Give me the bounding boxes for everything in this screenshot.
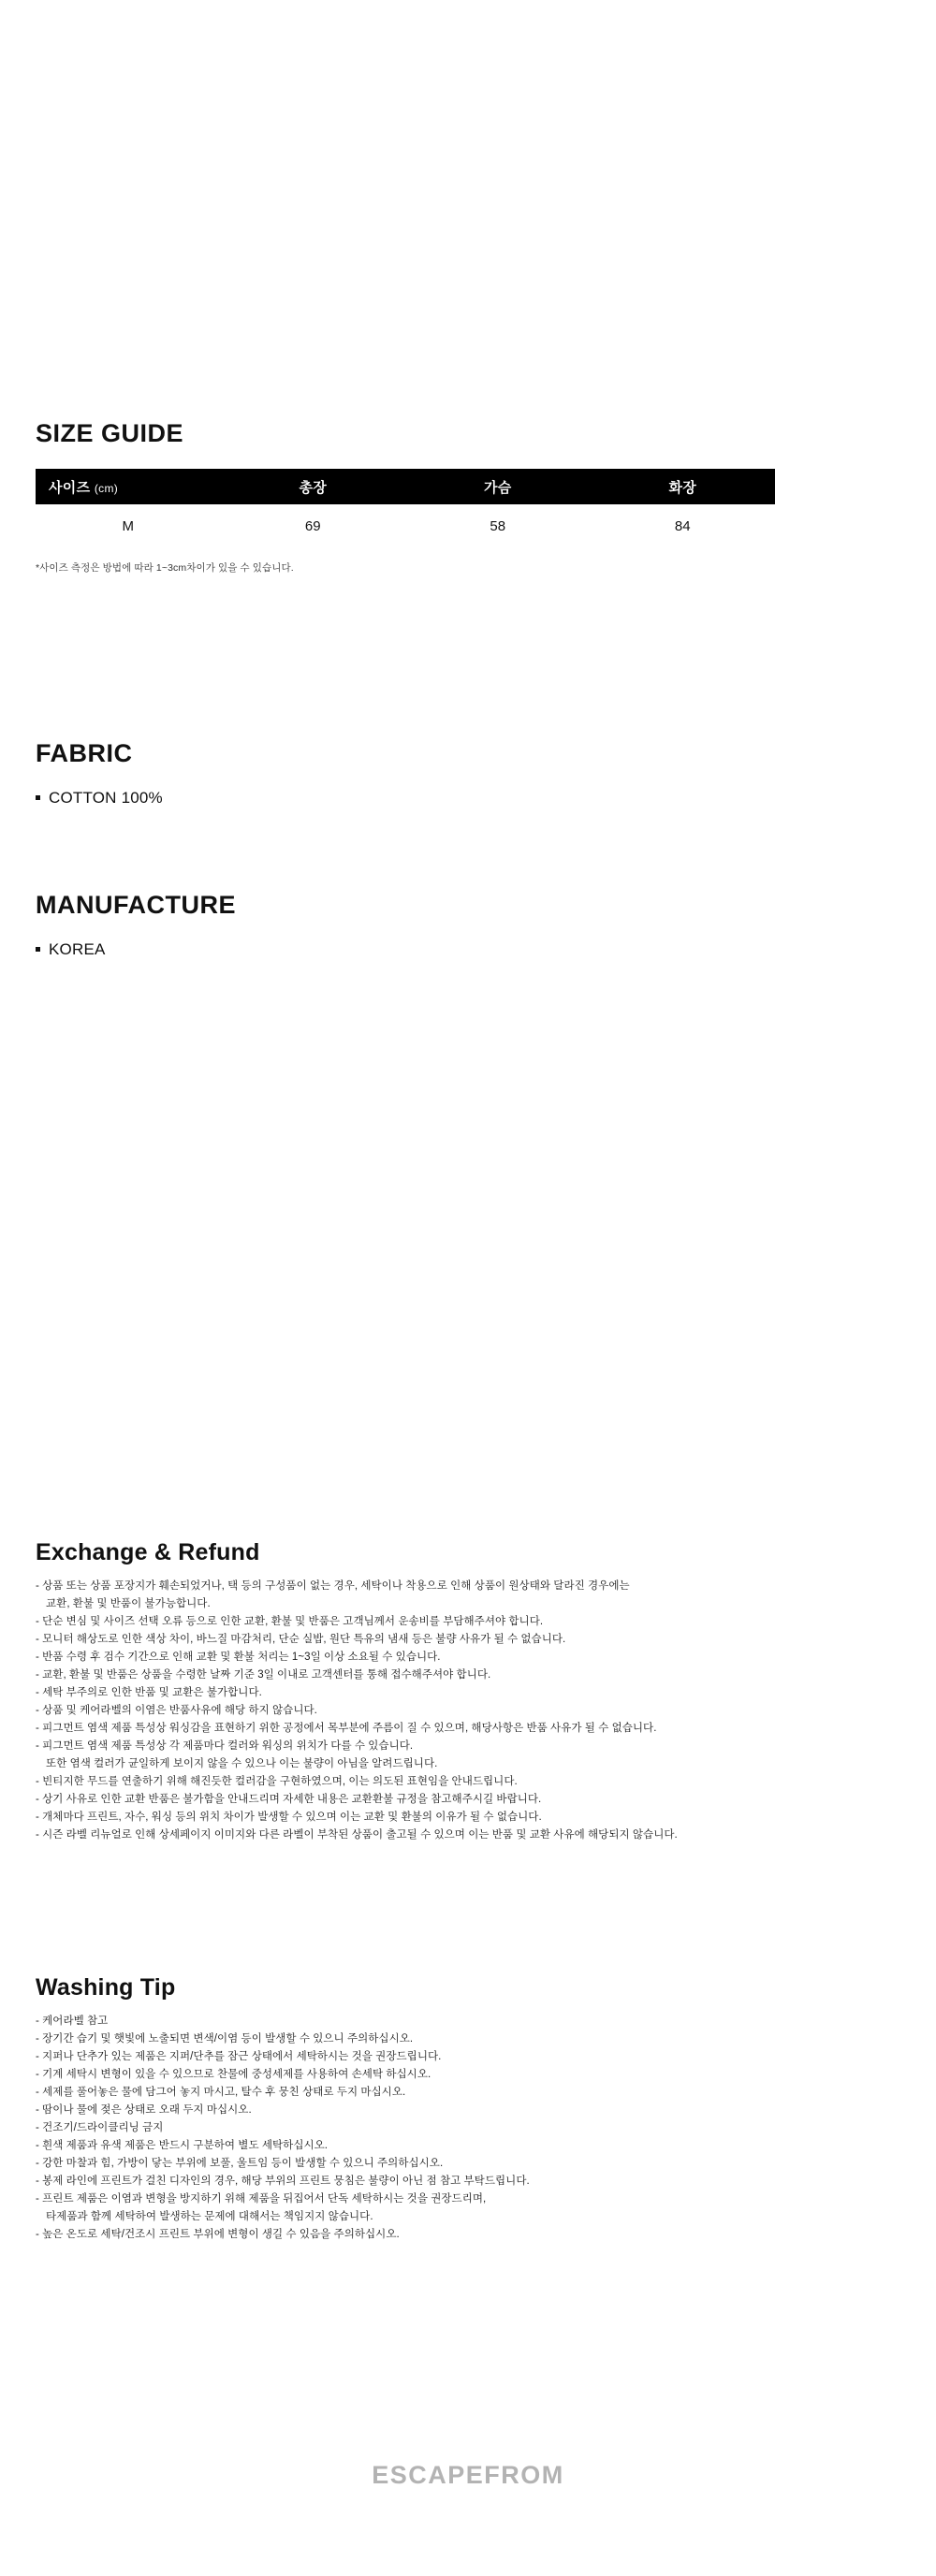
exchange-refund-section xyxy=(36,1539,906,1844)
column-header-chest: 가슴 xyxy=(405,469,591,504)
policy-line: - 빈티지한 무드를 연출하기 위해 해진듯한 컬러감을 구현하였으며, 이는 의도된 표현임을 안내드립니다. xyxy=(36,1776,518,1787)
brand-logo: ESCAPEFROM xyxy=(372,2461,564,2489)
bullet-square-icon xyxy=(36,795,40,800)
washing-line: 타제품과 함께 세탁하여 발생하는 문제에 대해서는 책임지지 않습니다. xyxy=(46,2211,373,2222)
size-guide-table xyxy=(36,469,775,547)
policy-line: - 반품 수령 후 검수 기간으로 인해 교환 및 환불 처리는 1~3일 이상 소요될 수 있습니다. xyxy=(36,1652,441,1663)
column-header-sleeve: 화장 xyxy=(591,469,776,504)
cell-sleeve: 84 xyxy=(674,517,691,534)
table-header-row xyxy=(36,469,775,504)
column-header-size-label: 사이즈 xyxy=(49,479,91,496)
washing-tip-title: Washing Tip xyxy=(36,1974,176,2001)
washing-line: - 강한 마찰과 힘, 가방이 닿는 부위에 보풀, 울트임 등이 발생할 수 있으니 주의하십시오. xyxy=(36,2158,444,2169)
policy-line: 또한 염색 컬러가 균일하게 보이지 않을 수 있으나 이는 불량이 아님을 알려드립니다. xyxy=(46,1758,438,1769)
policy-line: - 교환, 환불 및 반품은 상품을 수령한 날짜 기준 3일 이내로 고객센터를 통해 접수해주셔야 합니다. xyxy=(36,1669,491,1681)
policy-line: - 상기 사유로 인한 교환 반품은 불가함을 안내드리며 자세한 내용은 교환환불 규정을 참고해주시길 바랍니다. xyxy=(36,1794,542,1805)
washing-line: - 높은 온도로 세탁/건조시 프린트 부위에 변형이 생길 수 있음을 주의하십시오. xyxy=(36,2229,400,2240)
table-row xyxy=(36,504,775,547)
bullet-square-icon xyxy=(36,947,40,952)
fabric-item xyxy=(36,789,691,808)
policy-line: - 피그먼트 염색 제품 특성상 각 제품마다 컬러와 워싱의 위치가 다를 수 있습니다. xyxy=(36,1740,414,1752)
size-guide-table-head xyxy=(36,469,775,504)
cell-chest: 58 xyxy=(490,517,506,534)
washing-line: - 장기간 습기 및 햇빛에 노출되면 변색/이염 등이 발생할 수 있으니 주의하십시오. xyxy=(36,2033,414,2045)
washing-line: - 흰색 제품과 유색 제품은 반드시 구분하여 별도 세탁하십시오. xyxy=(36,2140,329,2151)
cell-size: M xyxy=(122,517,134,534)
size-guide-section xyxy=(36,419,775,575)
size-guide-title: SIZE GUIDE xyxy=(36,419,184,447)
policy-line: - 개체마다 프린트, 자수, 워싱 등의 위치 차이가 발생할 수 있으며 이는 교환 및 환불의 이유가 될 수 없습니다. xyxy=(36,1812,542,1823)
washing-line: - 지퍼나 단추가 있는 제품은 지퍼/단추를 잠근 상태에서 세탁하시는 것을 권장드립니다. xyxy=(36,2051,442,2062)
washing-line: - 케어라벨 참고 xyxy=(36,2016,109,2027)
size-unit-label: (cm) xyxy=(94,481,119,495)
washing-line: - 건조기/드라이클리닝 금지 xyxy=(36,2122,164,2133)
manufacture-item-label: KOREA xyxy=(49,940,106,958)
washing-tip-section xyxy=(36,1974,906,2244)
policy-line: - 상품 또는 상품 포장지가 훼손되었거나, 택 등의 구성품이 없는 경우, 세탁이나 착용으로 인해 상품이 원상태와 달라진 경우에는 xyxy=(36,1580,630,1592)
washing-line: - 기계 세탁시 변형이 있을 수 있으므로 찬물에 중성세제를 사용하여 손세탁 하십시오. xyxy=(36,2069,431,2080)
policy-line: - 피그먼트 염색 제품 특성상 워싱감을 표현하기 위한 공정에서 목부분에 주름이 질 수 있으며, 해당사항은 반품 사유가 될 수 없습니다. xyxy=(36,1723,657,1734)
policy-line: 교환, 환불 및 반품이 불가능합니다. xyxy=(46,1598,211,1609)
manufacture-title: MANUFACTURE xyxy=(36,891,236,919)
cell-length: 69 xyxy=(304,517,321,534)
exchange-refund-title: Exchange & Refund xyxy=(36,1539,260,1565)
washing-line: - 땀이나 물에 젖은 상태로 오래 두지 마십시오. xyxy=(36,2104,252,2116)
policy-line: - 상품 및 케어라벨의 이염은 반품사유에 해당 하지 않습니다. xyxy=(36,1705,317,1716)
fabric-section xyxy=(36,739,691,808)
policy-line: - 세탁 부주의로 인한 반품 및 교환은 불가합니다. xyxy=(36,1687,262,1698)
washing-line: - 프린트 제품은 이염과 변형을 방지하기 위해 제품을 뒤집어서 단독 세탁하시는 것을 권장드리며, xyxy=(36,2193,487,2205)
policy-line: - 시즌 라벨 리뉴얼로 인해 상세페이지 이미지와 다른 라벨이 부착된 상품이 출고될 수 있으며 이는 반품 및 교환 사유에 해당되지 않습니다. xyxy=(36,1829,678,1841)
fabric-item-label: COTTON 100% xyxy=(49,789,163,807)
policy-line: - 모니터 해상도로 인한 색상 차이, 바느질 마감처리, 단순 실밥, 원단 특유의 냄새 등은 불량 사유가 될 수 없습니다. xyxy=(36,1634,566,1645)
size-guide-table-body xyxy=(36,504,775,547)
policy-line: - 단순 변심 및 사이즈 선택 오류 등으로 인한 교환, 환불 및 반품은 고객님께서 운송비를 부담해주셔야 합니다. xyxy=(36,1616,544,1627)
column-header-size xyxy=(36,469,221,504)
manufacture-section xyxy=(36,891,691,959)
washing-line: - 세제를 풀어놓은 물에 담그어 놓지 마시고, 탈수 후 뭉친 상태로 두지 마십시오. xyxy=(36,2087,406,2098)
size-guide-note: *사이즈 측정은 방법에 따라 1~3cm차이가 있을 수 있습니다. xyxy=(36,562,294,574)
fabric-title: FABRIC xyxy=(36,739,133,767)
washing-line: - 봉제 라인에 프린트가 걸친 디자인의 경우, 해당 부위의 프린트 뭉침은 불량이 아닌 점 참고 부탁드립니다. xyxy=(36,2176,530,2187)
column-header-length: 총장 xyxy=(221,469,406,504)
manufacture-item xyxy=(36,940,691,959)
